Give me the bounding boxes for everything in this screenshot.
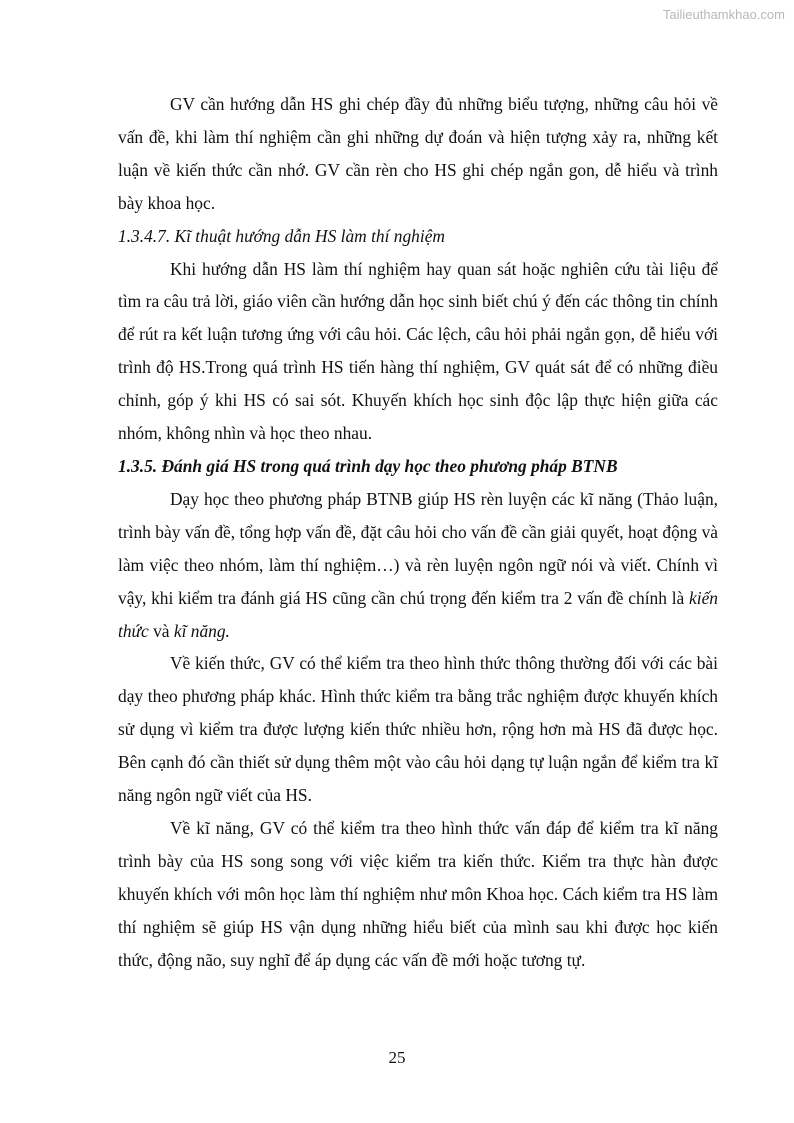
page-number: 25	[388, 1048, 406, 1067]
paragraph-btnb-skills	[118, 483, 718, 648]
emphasis-kien-thuc: kiến thức	[118, 587, 718, 641]
heading-1-3-5: 1.3.5. Đánh giá HS trong quá trình dạy học theo phương pháp BTNB	[118, 455, 618, 476]
paragraph-experiment-guidance: Khi hướng dẫn HS làm thí nghiệm hay quan sát hoặc nghiên cứu tài liệu để tìm ra câu trả lời, giáo viên cần hướng dẫn học sinh biết chú ý đến các thông tin chính để rút ra kết luận tương ứng với câu hỏi. Các lệch, câu hỏi phải ngắn gọn, dễ hiểu với trình độ HS.Trong quá trình HS tiến hàng thí nghiệm, GV quát sát để có những điều chỉnh, góp ý khi HS có sai sót. Khuyến khích học sinh độc lập thực hiện giữa các nhóm, không nhìn và học theo nhau.	[118, 258, 718, 444]
paragraph-knowledge-assessment: Về kiến thức, GV có thể kiểm tra theo hình thức thông thường đối với các bài dạy theo phương pháp khác. Hình thức kiểm tra bằng trắc nghiệm được khuyến khích sử dụng vì kiểm tra được lượng kiến thức nhiều hơn, rộng hơn mà HS đã được học. Bên cạnh đó cần thiết sử dụng thêm một vào câu hỏi dạng tự luận ngắn để kiểm tra kĩ năng ngôn ngữ viết của HS.	[118, 653, 718, 806]
paragraph-btnb-conj: và	[148, 620, 174, 641]
document-body	[118, 88, 718, 976]
paragraph-btnb-text: Dạy học theo phương pháp BTNB giúp HS rèn luyện các kĩ năng (Thảo luận, trình bày vấn đề, tổng hợp vấn đề, đặt câu hỏi cho vấn đề cần giải quyết, hoạt động và làm việc theo nhóm, làm thí nghiệm…) và rèn luyện ngôn ngữ nói và viết. Chính vì vậy, khi kiểm tra đánh giá HS cũng cần chú trọng đến kiểm tra 2 vấn đề chính là	[118, 488, 718, 608]
paragraph-skill-assessment: Về kĩ năng, GV có thể kiểm tra theo hình thức vấn đáp để kiểm tra kĩ năng trình bày của HS song song với việc kiểm tra kiến thức. Kiểm tra thực hàn được khuyến khích với môn học làm thí nghiệm như môn Khoa học. Cách kiểm tra HS làm thí nghiệm sẽ giúp HS vận dụng những hiểu biết của mình sau khi được học kiến thức, động não, suy nghĩ để áp dụng các vấn đề mới hoặc tương tự.	[118, 817, 718, 970]
heading-1-3-4-7: 1.3.4.7. Kĩ thuật hướng dẫn HS làm thí nghiệm	[118, 225, 445, 246]
emphasis-ki-nang: kĩ năng.	[173, 620, 230, 641]
paragraph-note-taking: GV cần hướng dẫn HS ghi chép đầy đủ những biểu tượng, những câu hỏi về vấn đề, khi làm thí nghiệm cần ghi những dự đoán và hiện tượng xảy ra, những kết luận về kiến thức cần nhớ. GV cần rèn cho HS ghi chép ngắn gon, dễ hiểu và trình bày khoa học.	[118, 94, 718, 213]
watermark: Tailieuthamkhao.com	[662, 7, 785, 22]
